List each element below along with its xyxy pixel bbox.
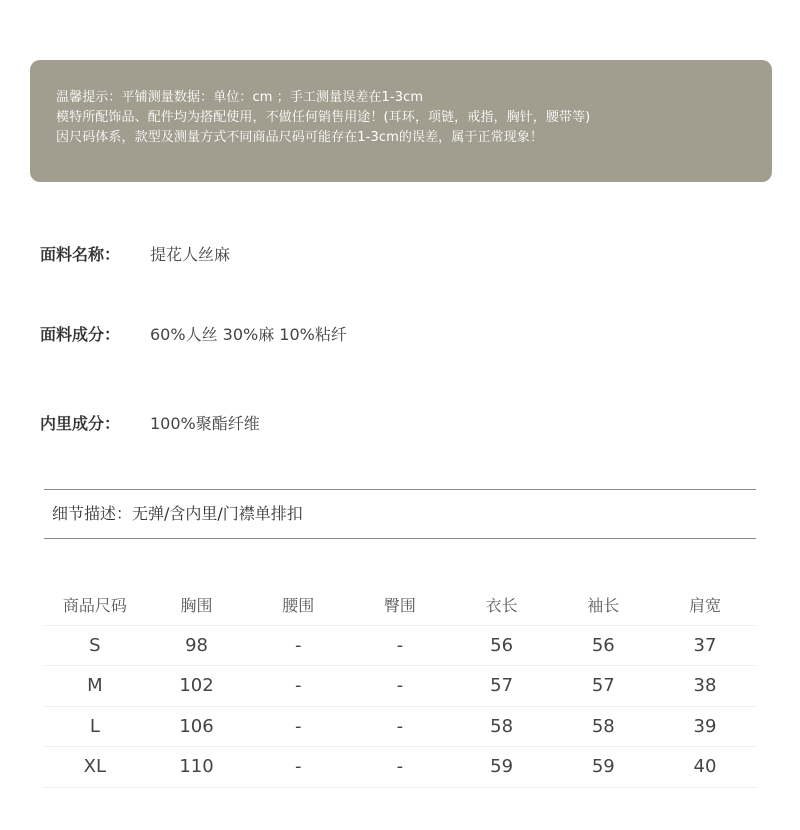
detail-description <box>44 489 756 539</box>
table-cell: - <box>294 715 302 737</box>
table-cell: 38 <box>693 675 717 697</box>
table-cell: 110 <box>179 756 214 778</box>
table-row <box>44 626 756 667</box>
detail-value: 无弹/含内里/门襟单排扣 <box>132 504 303 523</box>
detail-label: 细节描述： <box>52 504 133 523</box>
notice-line: 温馨提示：平铺测量数据：单位：cm ；手工测量误差在1-3cm <box>56 90 424 105</box>
spec-label: 面料成分： <box>40 325 121 344</box>
spec-value: 100%聚酯纤维 <box>150 414 260 433</box>
table-cell: 57 <box>591 675 615 697</box>
table-cell: 106 <box>179 715 214 737</box>
spec-fabric-name <box>40 245 230 265</box>
table-cell: - <box>294 756 302 778</box>
table-cell: 57 <box>490 675 514 697</box>
table-cell: - <box>294 634 302 656</box>
table-cell: - <box>396 756 404 778</box>
table-cell: M <box>87 675 103 697</box>
header-cell: 肩宽 <box>688 596 721 616</box>
table-cell: 59 <box>490 756 514 778</box>
table-cell: 56 <box>490 634 514 656</box>
notice-line: 因尺码体系，款型及测量方式不同商品尺码可能存在1-3cm的误差，属于正常现象！ <box>56 130 543 145</box>
table-cell: 98 <box>185 634 208 656</box>
table-row <box>44 707 756 748</box>
spec-lining-composition <box>40 414 260 434</box>
table-cell: 37 <box>693 634 717 656</box>
spec-value: 60%人丝 30%麻 10%粘纤 <box>150 325 347 344</box>
table-cell: - <box>396 634 404 656</box>
table-header-row <box>44 585 756 626</box>
table-cell: XL <box>83 756 107 778</box>
table-cell: - <box>294 675 302 697</box>
table-row <box>44 747 756 788</box>
table-cell: 39 <box>693 715 717 737</box>
table-cell: - <box>396 715 404 737</box>
spec-fabric-composition <box>40 325 347 345</box>
table-cell: 56 <box>591 634 615 656</box>
spec-value: 提花人丝麻 <box>150 245 231 264</box>
table-cell: 40 <box>693 756 717 778</box>
header-cell: 袖长 <box>587 596 620 616</box>
spec-label: 内里成分： <box>40 414 121 433</box>
table-cell: - <box>396 675 404 697</box>
notice-line: 模特所配饰品、配件均为搭配使用，不做任何销售用途！(耳环，项链，戒指，胸针，腰带等) <box>56 110 591 125</box>
measurement-notice <box>30 60 772 182</box>
table-cell: L <box>89 715 100 737</box>
table-cell: 58 <box>490 715 514 737</box>
spec-label: 面料名称： <box>40 245 121 264</box>
header-cell: 胸围 <box>180 596 213 616</box>
table-cell: S <box>89 634 101 656</box>
table-cell: 59 <box>591 756 615 778</box>
header-cell: 衣长 <box>485 596 518 616</box>
size-table <box>44 585 756 788</box>
header-cell: 腰围 <box>282 596 315 616</box>
header-cell: 商品尺码 <box>62 596 127 616</box>
header-cell: 臀围 <box>383 596 416 616</box>
table-cell: 58 <box>591 715 615 737</box>
table-cell: 102 <box>179 675 214 697</box>
table-row <box>44 666 756 707</box>
